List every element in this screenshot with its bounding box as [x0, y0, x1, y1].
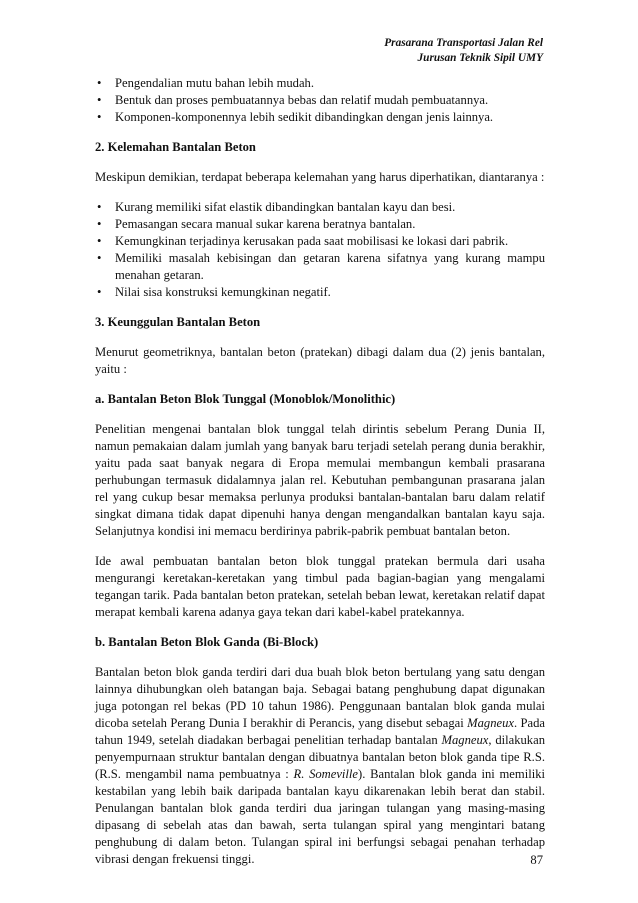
list-item: • Kurang memiliki sifat elastik dibandingkan bantalan kayu dan besi. [95, 199, 545, 216]
top-bullet-list [95, 75, 545, 126]
running-header [384, 36, 543, 66]
text-run: . Pada tahun 1949, setelah diadakan berbagai penelitian terhadap bantalan [95, 716, 546, 747]
paragraph: Meskipun demikian, terdapat beberapa kelemahan yang harus diperhatikan, diantaranya : [95, 170, 545, 184]
text-run: ). Bantalan blok ganda ini memiliki kestabilan yang lebih baik daripada bantalan kayu dikarenakan lebih berat dan stabil. Penulangan bantalan blok ganda terdiri dua jaringan tulangan yang masing-masing dipasang di sebelah atas dan bawah, serta tulangan spiral yang mengintari batang penghubung di dalam beton. Tulangan spiral ini berfungsi sebagai penahan terhadap vibrasi dengan frekuensi tinggi. [95, 767, 545, 866]
paragraph: Menurut geometriknya, bantalan beton (pratekan) dibagi dalam dua (2) jenis bantalan, yaitu : [95, 345, 545, 376]
list-item: • Nilai sisa konstruksi kemungkinan negatif. [95, 284, 545, 301]
list-item: • Pengendalian mutu bahan lebih mudah. [95, 75, 545, 92]
paragraph: Ide awal pembuatan bantalan beton blok tunggal pratekan bermula dari usaha mengurangi keretakan-keretakan yang timbul pada bagian-bagian yang mengalami tegangan tarik. Pada bantalan beton pratekan, setelah beban lewat, keretakan relatif dapat merapat kembali karena adanya gaya tekan dari kabel-kabel pratekannya. [95, 554, 545, 619]
italic-term: Magneux [467, 716, 514, 730]
paragraph [95, 664, 545, 868]
subsection-heading-biblock: b. Bantalan Beton Blok Ganda (Bi-Block) [95, 635, 319, 649]
italic-term: Magneux [441, 733, 489, 747]
section-heading-advantages: 3. Keunggulan Bantalan Beton [95, 315, 261, 329]
page-content [95, 75, 545, 868]
text-run: Bantalan beton blok ganda terdiri dari dua buah blok beton bertulang yang satu dengan lainnya dihubungkan oleh batangan baja. Sebagai batang penghubung dapat digunakan juga potongan rel bekas (PD 10 tahun 1986). Penggunaan bantalan blok ganda mulai dicoba setelah Perang Dunia I berakhir di Perancis, yang disebut sebagai [95, 665, 545, 730]
section-heading-weaknesses: 2. Kelemahan Bantalan Beton [95, 140, 256, 154]
list-item: • Memiliki masalah kebisingan dan getaran karena sifatnya yang kurang mampu menahan getaran. [95, 250, 545, 284]
subsection-heading-monoblock: a. Bantalan Beton Blok Tunggal (Monoblok/Monolithic) [95, 392, 396, 406]
list-item: • Pemasangan secara manual sukar karena beratnya bantalan. [95, 216, 545, 233]
paragraph: Penelitian mengenai bantalan blok tunggal telah dirintis sebelum Perang Dunia II, namun pemakaian dalam jumlah yang banyak baru terjadi setelah perang dunia berakhir, yaitu pada saat banyak negara di Eropa memulai membangun kembali prasarana perhubungan termasuk didalamnya jalan rel. Kebutuhan pembangunan prasarana jalan rel yang cukup besar memaksa perlunya produksi bantalan-bantalan baru dalam relatif singkat dimana tidak dapat dipenuhi hanya dengan mengandalkan bantalan kayu saja. Selanjutnya kondisi ini memacu berdirinya pabrik-pabrik pembuat bantalan beton. [95, 422, 545, 538]
header-department: Jurusan Teknik Sipil UMY [417, 52, 543, 64]
list-item: • Kemungkinan terjadinya kerusakan pada saat mobilisasi ke lokasi dari pabrik. [95, 233, 545, 250]
italic-term: R. Someville [293, 767, 359, 781]
page-number: 87 [530, 853, 543, 867]
list-item: • Komponen-komponennya lebih sedikit dibandingkan dengan jenis lainnya. [95, 109, 545, 126]
text-run: , dilakukan penyempurnaan struktur bantalan dengan dibuatnya bantalan beton blok ganda tipe R.S. (R.S. mengambil nama pembuatnya : [95, 733, 545, 781]
list-item: • Bentuk dan proses pembuatannya bebas dan relatif mudah pembuatannya. [95, 92, 545, 109]
header-title: Prasarana Transportasi Jalan Rel [384, 37, 543, 49]
weakness-bullet-list [95, 199, 545, 301]
